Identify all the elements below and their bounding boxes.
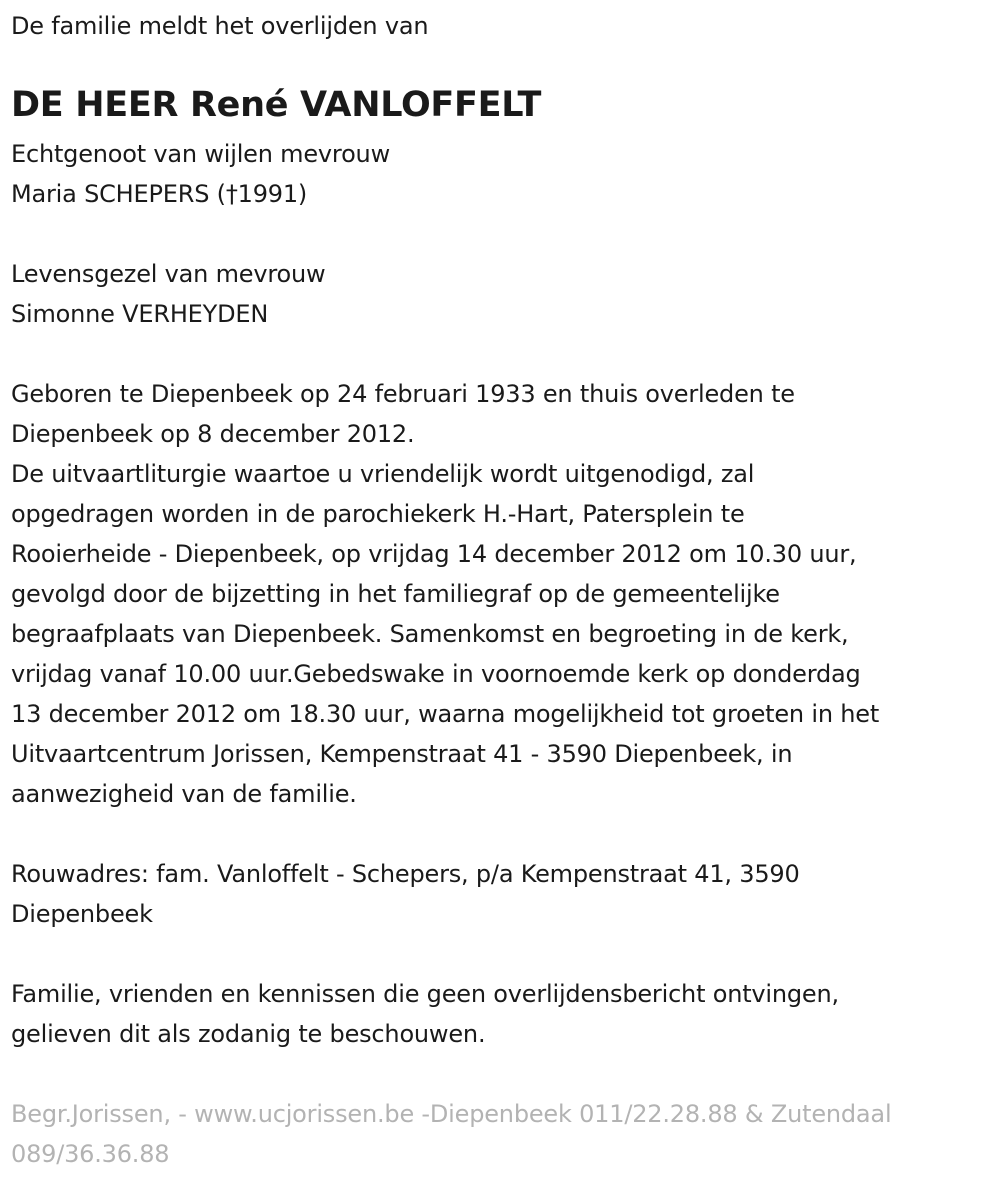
details-line: De uitvaartliturgie waartoe u vriendelijk wordt uitgenodigd, zal	[11, 460, 755, 488]
funeral-home-footer	[11, 1094, 891, 1174]
spouse-line: Echtgenoot van wijlen mevrouw	[11, 140, 390, 168]
address-line: Rouwadres: fam. Vanloffelt - Schepers, p/a Kempenstraat 41, 3590	[11, 860, 800, 888]
mourning-address	[11, 854, 800, 934]
details-line: vrijdag vanaf 10.00 uur.Gebedswake in voornoemde kerk op donderdag	[11, 660, 861, 688]
partner-block	[11, 254, 325, 334]
details-line: aanwezigheid van de familie.	[11, 780, 357, 808]
notice-line: Familie, vrienden en kennissen die geen overlijdensbericht ontvingen,	[11, 980, 839, 1008]
closing-notice	[11, 974, 839, 1054]
details-line: Diepenbeek op 8 december 2012.	[11, 420, 415, 448]
spouse-block	[11, 134, 390, 214]
details-line: begraafplaats van Diepenbeek. Samenkomst en begroeting in de kerk,	[11, 620, 849, 648]
funeral-details	[11, 374, 879, 814]
details-line: Rooierheide - Diepenbeek, op vrijdag 14 december 2012 om 10.30 uur,	[11, 540, 857, 568]
details-line: 13 december 2012 om 18.30 uur, waarna mogelijkheid tot groeten in het	[11, 700, 880, 728]
footer-line: Begr.Jorissen, - www.ucjorissen.be -Diepenbeek 011/22.28.88 & Zutendaal	[11, 1100, 892, 1128]
spouse-line: Maria SCHEPERS (†1991)	[11, 180, 308, 208]
details-line: Geboren te Diepenbeek op 24 februari 1933 en thuis overleden te	[11, 380, 795, 408]
partner-line: Simonne VERHEYDEN	[11, 300, 269, 328]
details-line: Uitvaartcentrum Jorissen, Kempenstraat 41 - 3590 Diepenbeek, in	[11, 740, 793, 768]
notice-line: gelieven dit als zodanig te beschouwen.	[11, 1020, 486, 1048]
address-line: Diepenbeek	[11, 900, 153, 928]
footer-line: 089/36.36.88	[11, 1140, 170, 1168]
deceased-name: DE HEER René VANLOFFELT	[11, 85, 542, 125]
intro-text: De familie meldt het overlijden van	[11, 12, 429, 40]
partner-line: Levensgezel van mevrouw	[11, 260, 326, 288]
details-line: opgedragen worden in de parochiekerk H.-Hart, Patersplein te	[11, 500, 745, 528]
details-line: gevolgd door de bijzetting in het familiegraf op de gemeentelijke	[11, 580, 780, 608]
